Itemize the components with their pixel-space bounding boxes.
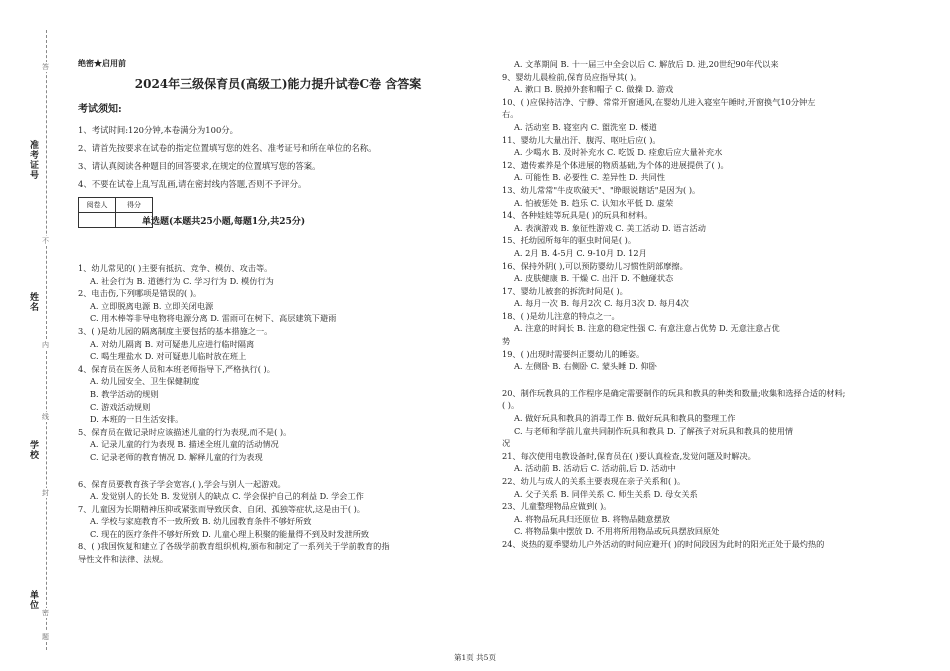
question-line: A. 每月一次 B. 每月2次 C. 每月3次 D. 每月4次 xyxy=(514,298,689,309)
binding-strip xyxy=(0,0,70,671)
question-line: 15、托幼园所每年的驱虫时间是( )。 xyxy=(502,235,637,246)
grader-cell: 阅卷人 xyxy=(79,198,116,213)
notice-item: 1、考试时间:120分钟,本卷满分为100分。 xyxy=(78,125,239,135)
question-line: C. 与老师和学前儿童共同制作玩具和教具 D. 了解孩子对玩具和教具的使用情 xyxy=(514,425,794,436)
question-line: 1、幼儿常见的( )主要有抵抗、竞争、模仿、攻击等。 xyxy=(78,263,273,273)
question-line: C. 记录老师的教育情况 D. 解释儿童的行为表现 xyxy=(90,451,263,462)
section-heading: 单选题(本题共25小题,每题1分,共25分) xyxy=(142,217,306,227)
question-line: 导性文件和法律、法规。 xyxy=(78,554,169,565)
question-line: A. 活动室 B. 寝室内 C. 盥洗室 D. 楼道 xyxy=(514,121,657,132)
confidential-note: 绝密★启用前 xyxy=(78,58,126,68)
question-line: ( )。 xyxy=(502,400,520,411)
seal-mark: 题 xyxy=(42,633,49,641)
question-line: A. 可能性 B. 必要性 C. 差异性 D. 共同性 xyxy=(514,172,666,183)
question-line: 势 xyxy=(502,336,511,347)
question-line: 16、保持外阴( ),可以预防婴幼儿习惯性阴部摩擦。 xyxy=(502,260,688,271)
question-line: 20、制作玩教具的工作程序是确定需要制作的玩具和教具的种类和数量;收集和选择合适的材料; xyxy=(502,387,846,398)
question-line: A. 左侧卧 B. 右侧卧 C. 蒙头睡 D. 仰卧 xyxy=(514,361,657,372)
page-title: 2024年三级保育员(高级工)能力提升试卷C卷 含答案 xyxy=(134,77,422,91)
question-line: 6、保育员要教育孩子学会宽容,( ),学会与别人一起游戏。 xyxy=(78,478,286,489)
seal-mark: 封 xyxy=(42,489,49,497)
question-line: A. 2月 B. 4-5月 C. 9-10月 D. 12月 xyxy=(514,247,647,258)
question-line: A. 将物品玩具归还原位 B. 将物品随意摆放 xyxy=(514,513,670,524)
question-line: 14、各种娃娃等玩具是( )的玩具和材料。 xyxy=(502,210,653,221)
question-line: A. 记录儿童的行为表现 B. 描述全班儿童的活动情况 xyxy=(90,439,279,450)
question-line: B. 教学活动的规则 xyxy=(90,388,159,399)
question-line: A. 父子关系 B. 同伴关系 C. 师生关系 D. 母女关系 xyxy=(514,488,698,499)
question-line: A. 怕被惩处 B. 趋乐 C. 认知水平低 D. 虚荣 xyxy=(514,197,674,208)
unit-label: 单位 xyxy=(28,590,38,610)
question-line: A. 文革期间 B. 十一届三中全会以后 C. 解放后 D. 进,20世纪90年代以来 xyxy=(514,59,779,69)
question-line: 9、婴幼儿晨检前,保育员应指导其( )。 xyxy=(502,71,642,82)
score-cell: 得分 xyxy=(116,198,153,213)
question-line: C. 用木棒等非导电物将电源分离 D. 雷雨可在树下、高层建筑下避雨 xyxy=(90,313,337,324)
question-line: A. 发觉别人的长处 B. 发觉别人的缺点 C. 学会保护自己的利益 D. 学会工作 xyxy=(90,491,364,502)
page-footer: 第1页 共5页 xyxy=(454,653,496,662)
question-line: 21、每次使用电教设备时,保育员在( )要认真检查,发觉问题及时解决。 xyxy=(502,450,756,461)
question-line: A. 做好玩具和教具的消毒工作 B. 做好玩具和教具的整理工作 xyxy=(514,413,736,424)
seal-mark: 答 xyxy=(42,63,49,71)
question-line xyxy=(78,464,498,478)
exam-number-label: 准考证号 xyxy=(28,140,38,180)
left-column xyxy=(78,58,498,566)
question-line: 7、儿童因为长期精神压抑或紧张而导致厌食、自闭、孤独等症状,这是由于( )。 xyxy=(78,503,365,514)
question-line: 22、幼儿与成人的关系主要表现在亲子关系和( )。 xyxy=(502,476,686,486)
question-line: C. 现在的医疗条件不够好所致 D. 儿童心理上积聚的能量得不到及时发泄所致 xyxy=(90,528,370,539)
question-line: A. 幼儿园安全、卫生保健制度 xyxy=(90,376,200,387)
question-line: A. 注意的时间长 B. 注意的稳定性强 C. 有意注意占优势 D. 无意注意占优 xyxy=(514,323,780,334)
question-line: 3、( )是幼儿园的隔离制度主要包括的基本措施之一。 xyxy=(78,325,273,336)
seal-mark: 线 xyxy=(42,413,49,421)
question-line: 12、遗传素养是个体进展的物质基础,为个体的进展提供了( )。 xyxy=(502,159,729,170)
notice-item: 3、请认真阅读各种题目的回答要求,在规定的位置填写您的答案。 xyxy=(78,161,321,171)
notice-item: 4、不要在试卷上乱写乱画,请在密封线内答题,否则不予评分。 xyxy=(78,179,307,189)
question-line: A. 少喝水 B. 及时补充水 C. 吃饭 D. 痊愈后应大量补充水 xyxy=(514,147,723,158)
question-line: 17、婴幼儿被套的拆洗时间是( )。 xyxy=(502,285,628,296)
question-line: 23、儿童整理物品应做到( )。 xyxy=(502,501,612,512)
question-line: D. 本班的一日生活安排。 xyxy=(90,414,184,425)
question-line: A. 活动前 B. 活动后 C. 活动前,后 D. 活动中 xyxy=(514,463,676,474)
question-line: 2、电击伤,下列哪项是错误的( )。 xyxy=(78,288,202,299)
question-line: 11、婴幼儿大量出汗、腹泻、呕吐后应( )。 xyxy=(502,134,661,145)
question-list-left xyxy=(78,262,498,566)
question-line: 8、( )我国恢复和建立了各级学前教育组织机构,颁布和制定了一系列关于学前教育的指 xyxy=(78,541,390,552)
question-line: 10、( )应保持洁净、宁静、常常开窗通风,在婴幼儿进入寝室午睡时,开窗换气10分钟左 xyxy=(502,96,816,107)
question-line: A. 社会行为 B. 道德行为 C. 学习行为 D. 模仿行为 xyxy=(90,275,274,286)
question-line: A. 立即脱离电源 B. 立即关闭电源 xyxy=(90,300,214,311)
name-label: 姓名 xyxy=(28,292,38,312)
question-line: A. 漱口 B. 脱掉外套和帽子 C. 做操 D. 游戏 xyxy=(514,84,674,95)
notice-item: 2、请首先按要求在试卷的指定位置填写您的姓名、准考证号和所在单位的名称。 xyxy=(78,143,377,153)
question-line: C. 将物品集中摆放 D. 不用将所用物品或玩具摆放回原处 xyxy=(514,526,720,537)
question-line: C. 游戏活动规则 xyxy=(90,401,151,412)
grader-input[interactable] xyxy=(79,213,116,228)
question-line: 19、( )出现时需要纠正婴幼儿的睡姿。 xyxy=(502,348,645,359)
right-column xyxy=(502,58,942,551)
question-line: 况 xyxy=(502,438,511,449)
question-line: C. 喝生理盐水 D. 对可疑患儿临时放在班上 xyxy=(90,351,247,362)
question-line: 4、保育员在医务人员和本班老师指导下,严格执行( )。 xyxy=(78,363,275,374)
notice-heading: 考试须知: xyxy=(78,104,122,115)
question-line: 5、保育员在做记录时应该描述儿童的行为表现,而不是( )。 xyxy=(78,426,292,437)
question-line: 13、幼儿常常"牛皮吹破天"、"睁眼说瞎话"是因为( )。 xyxy=(502,184,701,195)
question-line: A. 学校与家庭教育不一致所致 B. 幼儿园教育条件不够好所致 xyxy=(90,516,312,527)
question-line: A. 对幼儿隔离 B. 对可疑患儿应进行临时隔离 xyxy=(90,338,255,349)
seal-mark: 内 xyxy=(42,341,49,349)
school-label: 学校 xyxy=(28,440,38,460)
question-line xyxy=(502,373,942,387)
question-line: 24、炎热的夏季婴幼儿户外活动的时间应避开( )的时间段因为此时的阳光正处于最灼热的 xyxy=(502,538,825,549)
question-line: A. 皮肤健康 B. 干燥 C. 出汗 D. 不触碰状态 xyxy=(514,273,674,284)
question-line: A. 表演游戏 B. 象征性游戏 C. 美工活动 D. 语言活动 xyxy=(514,222,706,233)
question-list-right xyxy=(502,58,942,551)
question-line: 右。 xyxy=(502,109,519,120)
seal-mark: 不 xyxy=(42,237,49,245)
question-line: 18、( )是幼儿注意的特点之一。 xyxy=(502,310,620,321)
seal-mark: 密 xyxy=(42,609,49,617)
